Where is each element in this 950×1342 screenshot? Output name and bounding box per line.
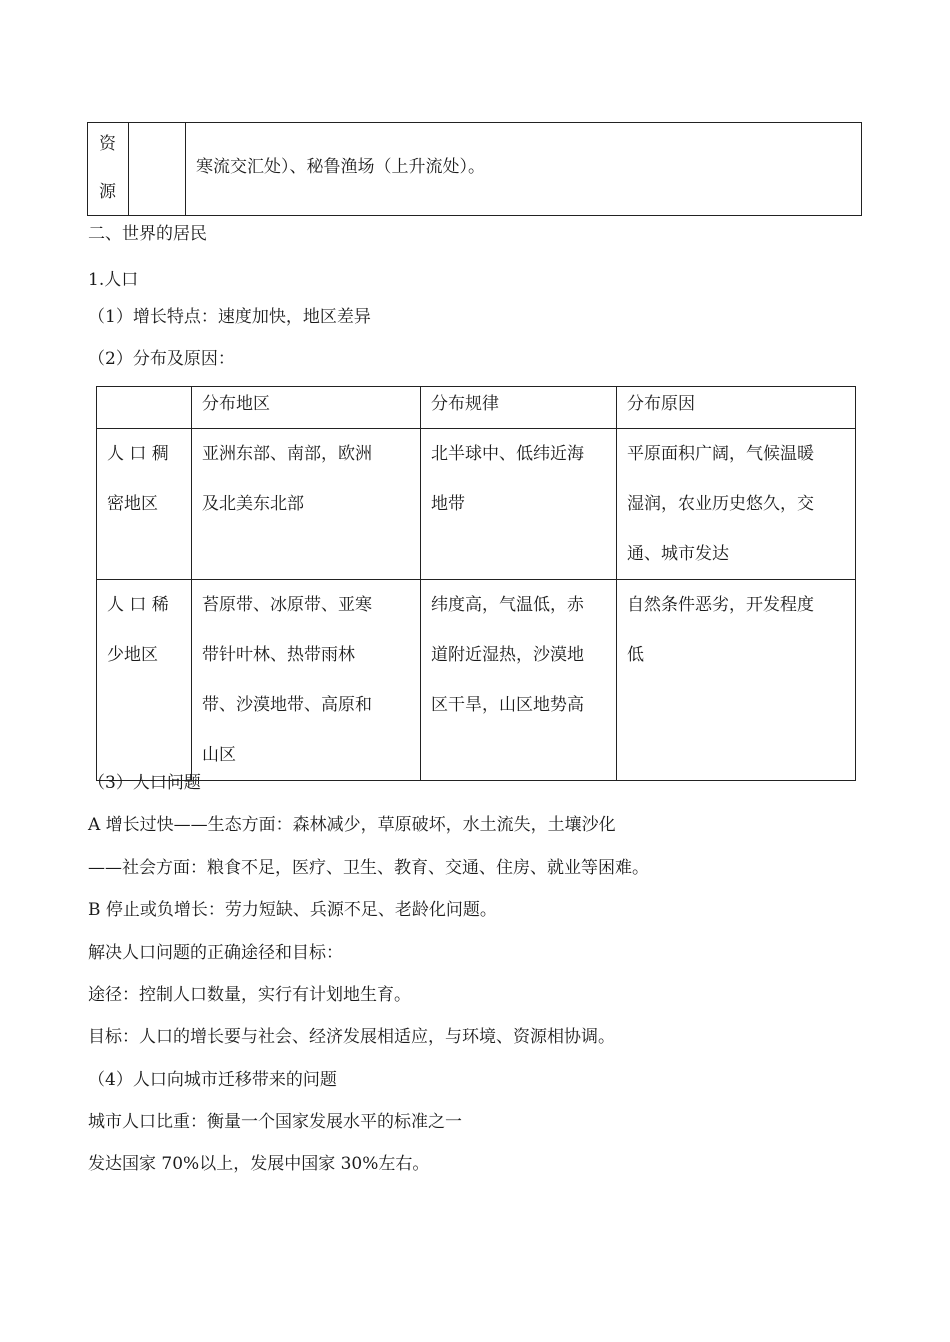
- table-row: [97, 580, 856, 781]
- problem-a-society: ——社会方面：粮食不足，医疗、卫生、教育、交通、住房、就业等困难。: [88, 858, 649, 878]
- table-header-row: [97, 387, 856, 429]
- urban-ratio-values: 发达国家 70%以上，发展中国家 30%左右。: [88, 1154, 430, 1174]
- urban-ratio: 城市人口比重：衡量一个国家发展水平的标准之一: [88, 1112, 462, 1132]
- resource-table-label-cell: [88, 123, 129, 215]
- section-title: 二、世界的居民: [88, 224, 207, 244]
- header-cell-reason: 分布原因: [617, 387, 856, 429]
- cell-line: 带针叶林、热带雨林: [202, 645, 355, 665]
- header-cell-pattern: 分布规律: [421, 387, 617, 429]
- cell-pattern-sparse: [421, 580, 617, 781]
- distribution-heading: （2）分布及原因：: [88, 349, 235, 369]
- cell-line: 及北美东北部: [202, 494, 304, 514]
- cell-line: 湿润，农业历史悠久，交: [627, 494, 814, 514]
- subsection-title: 1.人口: [88, 270, 139, 290]
- resource-table: [87, 122, 862, 216]
- problem-b: B 停止或负增长：劳力短缺、兵源不足、老龄化问题。: [88, 900, 497, 920]
- row-label-line: 少地区: [107, 645, 158, 665]
- cell-reason-dense: [617, 429, 856, 580]
- cell-region-dense: [192, 429, 421, 580]
- solution-goal: 目标：人口的增长要与社会、经济发展相适应，与环境、资源相协调。: [88, 1027, 615, 1047]
- cell-line: 地带: [431, 494, 465, 514]
- row-label-line: 密地区: [107, 494, 158, 514]
- solution-heading: 解决人口问题的正确途径和目标：: [88, 943, 343, 963]
- cell-line: 自然条件恶劣，开发程度: [627, 595, 814, 615]
- cell-line: 苔原带、冰原带、亚寒: [202, 595, 372, 615]
- population-distribution-table: [96, 386, 856, 781]
- cell-line: 道附近湿热，沙漠地: [431, 645, 584, 665]
- cell-line: 低: [627, 645, 644, 665]
- resource-table-text-cell: [186, 123, 861, 215]
- cell-line: 北半球中、低纬近海: [431, 444, 584, 464]
- solution-path: 途径：控制人口数量，实行有计划地生育。: [88, 985, 411, 1005]
- cell-line: 纬度高，气温低，赤: [431, 595, 584, 615]
- resource-table-empty-cell: [129, 123, 186, 215]
- row-label-line: 人 口 稀: [107, 595, 169, 615]
- resource-label-char-1: 资: [99, 134, 116, 154]
- migration-heading: （4）人口向城市迁移带来的问题: [88, 1070, 337, 1090]
- cell-line: 通、城市发达: [627, 544, 729, 564]
- row-label-sparse: [97, 580, 192, 781]
- cell-line: 区干旱，山区地势高: [431, 695, 584, 715]
- header-cell-region: 分布地区: [192, 387, 421, 429]
- resource-label-char-2: 源: [99, 182, 116, 202]
- growth-feature: （1）增长特点：速度加快，地区差异: [88, 307, 371, 327]
- cell-line: 平原面积广阔，气候温暖: [627, 444, 814, 464]
- cell-region-sparse: [192, 580, 421, 781]
- table-row: [97, 429, 856, 580]
- cell-line: 亚洲东部、南部，欧洲: [202, 444, 372, 464]
- row-label-dense: [97, 429, 192, 580]
- header-cell-empty: [97, 387, 192, 429]
- cell-pattern-dense: [421, 429, 617, 580]
- row-label-line: 人 口 稠: [107, 444, 169, 464]
- cell-reason-sparse: [617, 580, 856, 781]
- cell-line: 带、沙漠地带、高原和: [202, 695, 372, 715]
- cell-line: 山区: [202, 745, 236, 765]
- problem-a-ecology: A 增长过快——生态方面：森林减少，草原破坏，水土流失，土壤沙化: [88, 815, 616, 835]
- problems-heading: （3）人口问题: [88, 773, 201, 793]
- resource-table-text: 寒流交汇处）、秘鲁渔场（上升流处）。: [196, 157, 485, 177]
